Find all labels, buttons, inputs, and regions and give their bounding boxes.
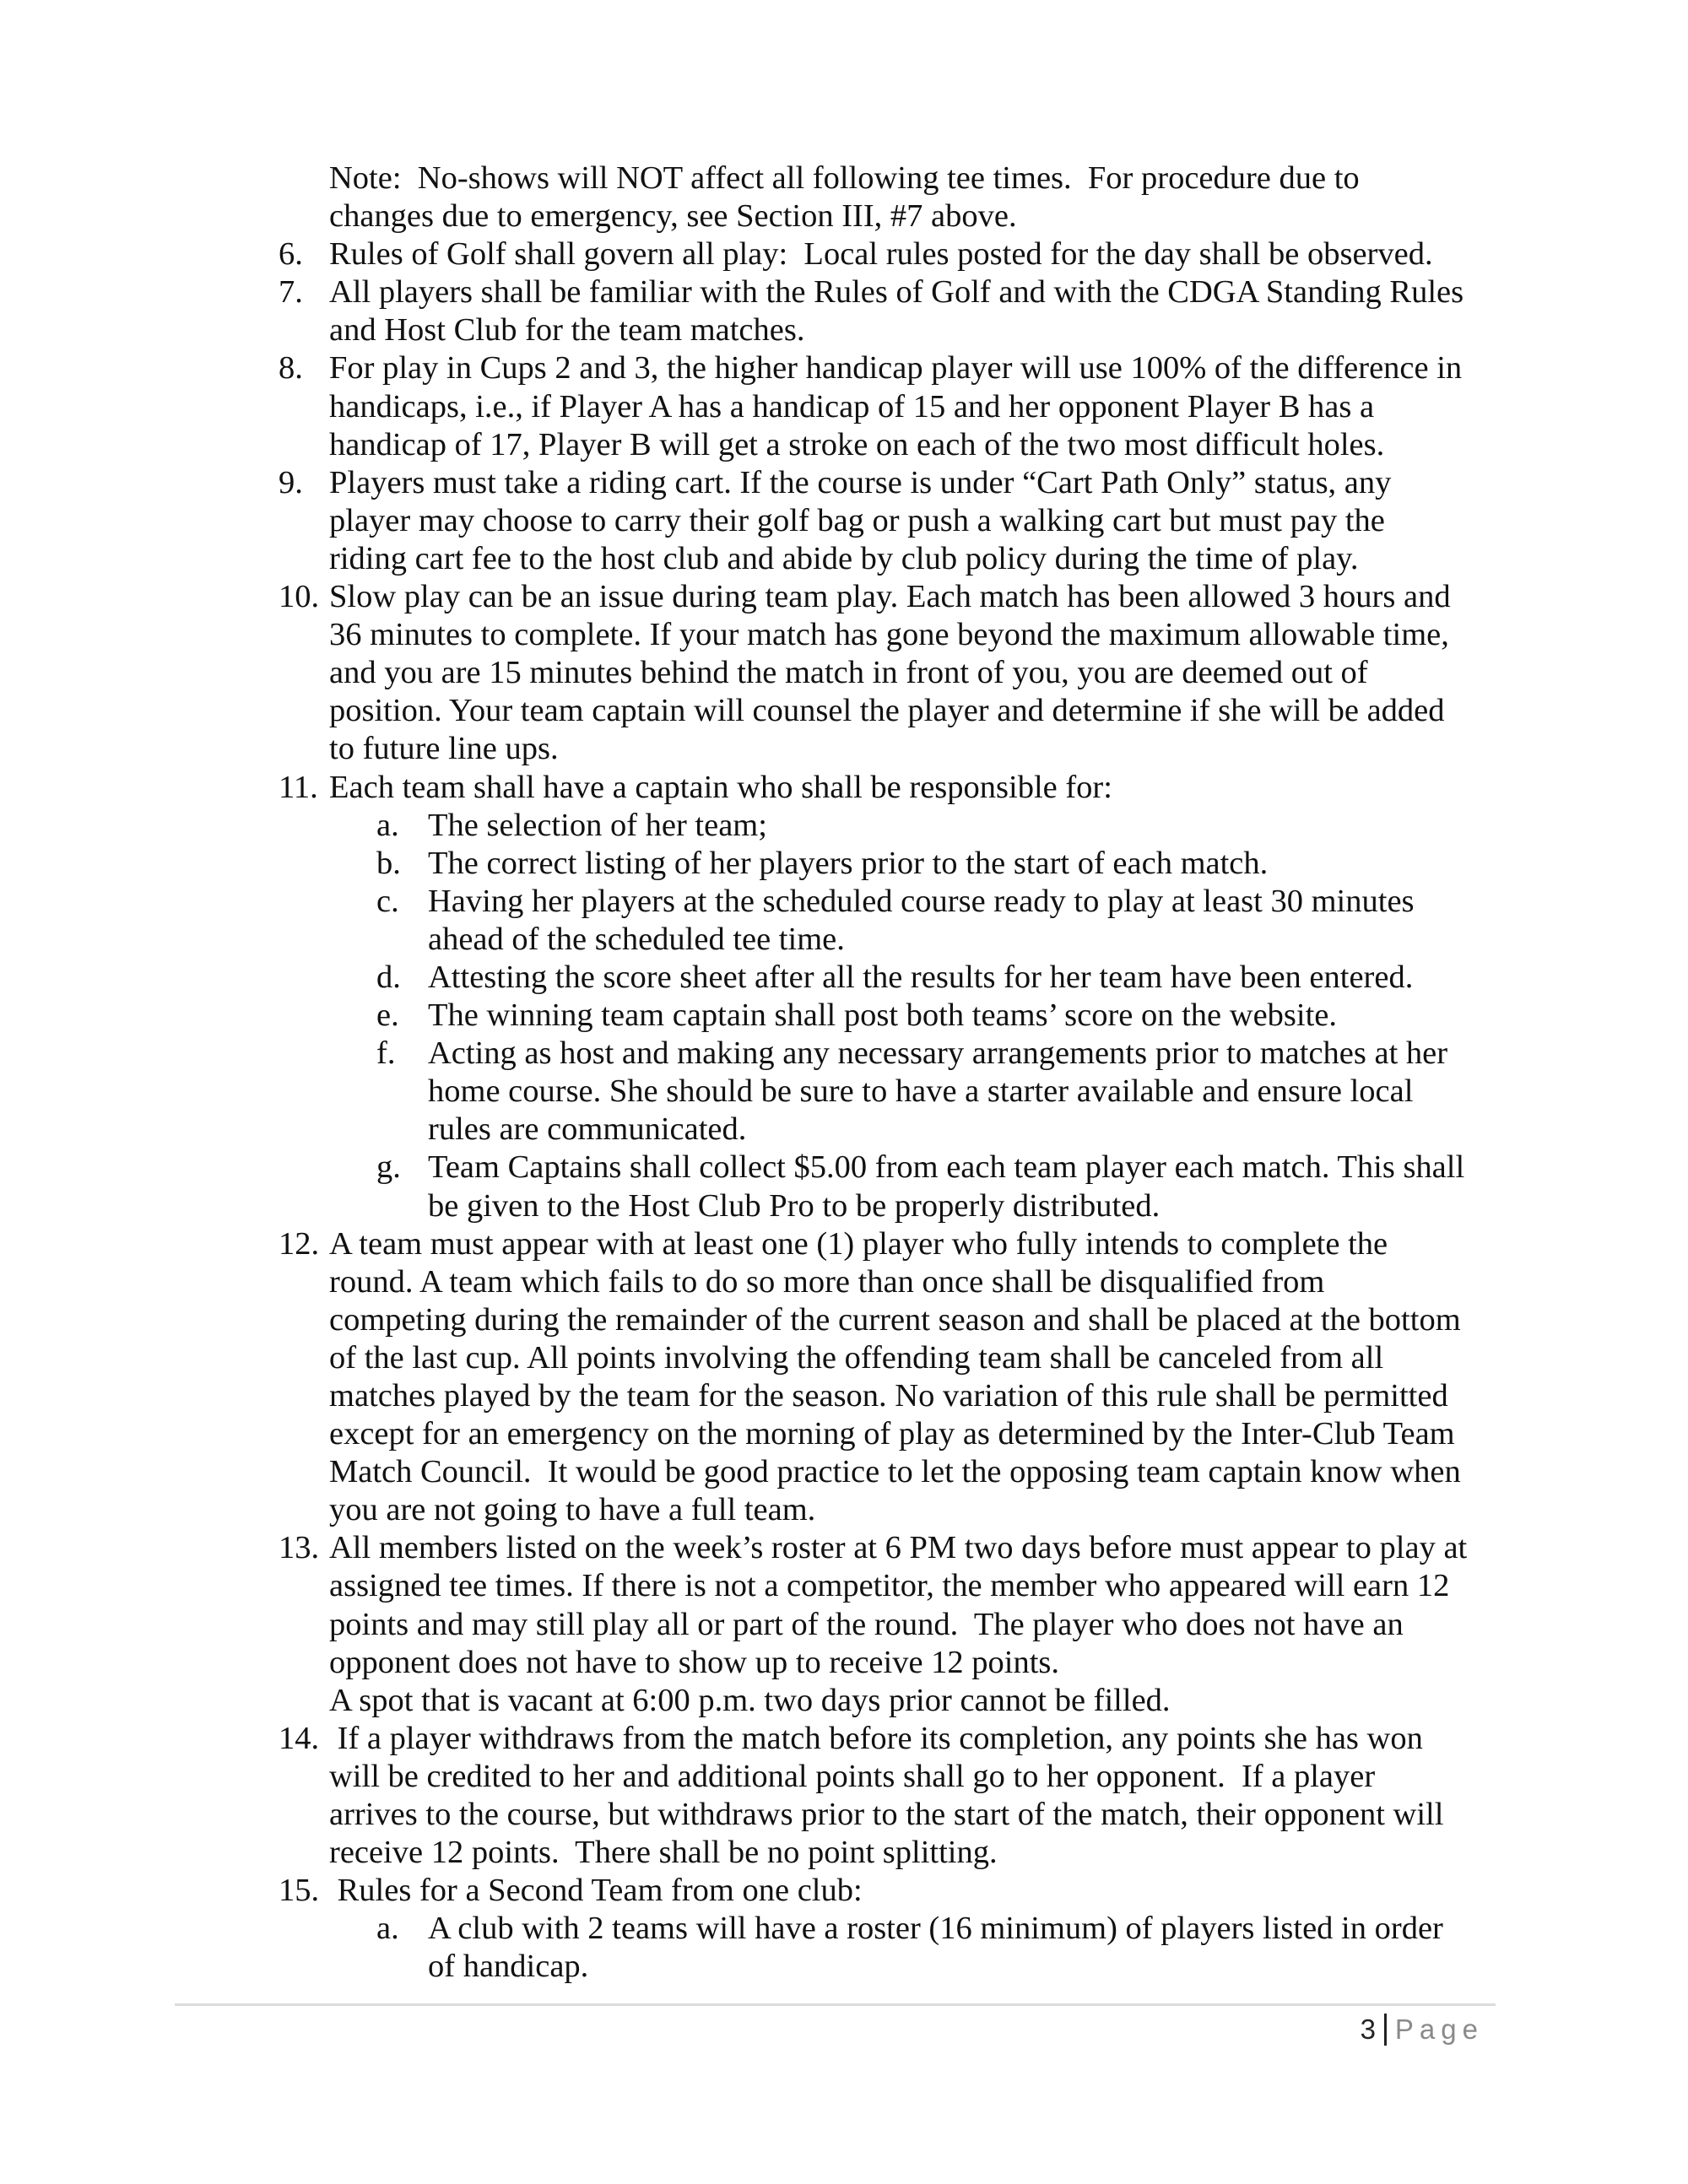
list-item-text: riding cart fee to the host club and abide by club policy during the time of play. bbox=[329, 540, 1359, 576]
note-text: changes due to emergency, see Section III, #7 above. bbox=[329, 198, 1017, 235]
sub-item-text: rules are communicated. bbox=[428, 1111, 747, 1148]
list-item-text: Match Council. It would be good practice to let the opposing team captain know when bbox=[329, 1454, 1461, 1490]
sub-item-letter: b. bbox=[376, 845, 401, 881]
text-line bbox=[0, 692, 1688, 730]
list-item-text: Each team shall have a captain who shall be responsible for: bbox=[329, 769, 1112, 805]
list-item-text: All members listed on the week’s roster at 6 PM two days before must appear to play at bbox=[329, 1530, 1468, 1566]
list-number: 10. bbox=[279, 579, 320, 615]
note-text: Note: No-shows will NOT affect all following tee times. For procedure due to bbox=[329, 160, 1360, 196]
text-line bbox=[0, 807, 1688, 845]
text-line bbox=[0, 1758, 1688, 1796]
footer-separator bbox=[1384, 2014, 1387, 2046]
sub-item-letter: c. bbox=[376, 883, 399, 919]
text-line bbox=[0, 1606, 1688, 1644]
list-item-text: you are not going to have a full team. bbox=[329, 1492, 816, 1528]
text-line bbox=[0, 349, 1688, 387]
text-line bbox=[0, 426, 1688, 464]
sub-item-letter: a. bbox=[376, 1911, 399, 1947]
list-item-text: player may choose to carry their golf bag or push a walking cart but must pay the bbox=[329, 502, 1385, 538]
text-line bbox=[0, 730, 1688, 768]
sub-item-text: be given to the Host Club Pro to be properly distributed. bbox=[428, 1187, 1160, 1224]
text-line bbox=[0, 921, 1688, 959]
list-number: 14. bbox=[279, 1720, 320, 1756]
list-number: 7. bbox=[279, 274, 303, 311]
text-line bbox=[0, 1263, 1688, 1301]
text-line bbox=[0, 578, 1688, 616]
list-item-text: position. Your team captain will counsel the player and determine if she will be added bbox=[329, 693, 1445, 729]
text-line bbox=[0, 1796, 1688, 1834]
list-item-text: will be credited to her and additional points shall go to her opponent. If a player bbox=[329, 1758, 1376, 1794]
list-item-text: Rules for a Second Team from one club: bbox=[329, 1873, 863, 1909]
footer-divider bbox=[175, 2003, 1496, 2006]
list-item-text: arrives to the course, but withdraws prior to the start of the match, their opponent will bbox=[329, 1797, 1444, 1833]
list-item-text: of the last cup. All points involving the offending team shall be canceled from all bbox=[329, 1339, 1384, 1376]
text-line bbox=[0, 159, 1688, 197]
text-line bbox=[0, 1567, 1688, 1605]
text-line bbox=[0, 1872, 1688, 1910]
sub-item-text: The selection of her team; bbox=[428, 807, 767, 843]
text-line bbox=[0, 502, 1688, 540]
list-number: 11. bbox=[279, 769, 318, 805]
list-number: 13. bbox=[279, 1530, 320, 1566]
sub-item-text: Team Captains shall collect $5.00 from each team player each match. This shall bbox=[428, 1149, 1465, 1186]
text-line bbox=[0, 235, 1688, 273]
text-line bbox=[0, 388, 1688, 426]
list-item-text: If a player withdraws from the match before its completion, any points she has won bbox=[329, 1720, 1423, 1756]
list-number: 15. bbox=[279, 1873, 320, 1909]
text-line bbox=[0, 1948, 1688, 1986]
list-item-text: 36 minutes to complete. If your match has gone beyond the maximum allowable time, bbox=[329, 617, 1449, 653]
list-item-text: matches played by the team for the season. No variation of this rule shall be permitted bbox=[329, 1378, 1448, 1414]
sub-item-text: The winning team captain shall post both teams’ score on the website. bbox=[428, 997, 1338, 1034]
list-item-text: receive 12 points. There shall be no point splitting. bbox=[329, 1835, 998, 1871]
list-item-text: Players must take a riding cart. If the course is under “Cart Path Only” status, any bbox=[329, 464, 1392, 500]
text-line bbox=[0, 845, 1688, 883]
list-item-text: and you are 15 minutes behind the match in front of you, you are deemed out of bbox=[329, 655, 1368, 691]
text-line bbox=[0, 1073, 1688, 1111]
text-line bbox=[0, 1339, 1688, 1377]
sub-item-letter: a. bbox=[376, 807, 399, 843]
text-line bbox=[0, 1529, 1688, 1567]
list-item-text: A team must appear with at least one (1) player who fully intends to complete the bbox=[329, 1225, 1388, 1262]
sub-item-text: ahead of the scheduled tee time. bbox=[428, 921, 845, 957]
sub-item-text: A club with 2 teams will have a roster (16 minimum) of players listed in order bbox=[428, 1911, 1443, 1947]
document-body bbox=[0, 159, 1688, 1987]
sub-item-text: The correct listing of her players prior to the start of each match. bbox=[428, 845, 1269, 881]
text-line bbox=[0, 883, 1688, 921]
list-item-text: Slow play can be an issue during team play. Each match has been allowed 3 hours and bbox=[329, 579, 1451, 615]
list-number: 9. bbox=[279, 464, 303, 500]
list-item-text: except for an emergency on the morning of play as determined by the Inter-Club Team bbox=[329, 1416, 1455, 1452]
text-line bbox=[0, 540, 1688, 578]
list-item-text: opponent does not have to show up to receive 12 points. bbox=[329, 1644, 1060, 1680]
text-line bbox=[0, 959, 1688, 997]
text-line bbox=[0, 1111, 1688, 1149]
sub-item-text: home course. She should be sure to have a starter available and ensure local bbox=[428, 1073, 1414, 1110]
sub-item-text: of handicap. bbox=[428, 1949, 589, 1985]
text-line bbox=[0, 997, 1688, 1035]
sub-item-text: Acting as host and making any necessary arrangements prior to matches at her bbox=[428, 1035, 1448, 1072]
list-item-text: A spot that is vacant at 6:00 p.m. two days prior cannot be filled. bbox=[329, 1682, 1171, 1718]
sub-item-letter: g. bbox=[376, 1149, 401, 1186]
list-item-text: Rules of Golf shall govern all play: Local rules posted for the day shall be observed. bbox=[329, 236, 1433, 273]
sub-item-text: Having her players at the scheduled course ready to play at least 30 minutes bbox=[428, 883, 1415, 919]
text-line bbox=[0, 1910, 1688, 1948]
page-footer bbox=[1361, 2010, 1484, 2049]
list-item-text: handicaps, i.e., if Player A has a handicap of 15 and her opponent Player B has a bbox=[329, 388, 1375, 424]
text-line bbox=[0, 1225, 1688, 1263]
text-line bbox=[0, 654, 1688, 692]
text-line bbox=[0, 1035, 1688, 1073]
text-line bbox=[0, 616, 1688, 654]
text-line bbox=[0, 1834, 1688, 1872]
list-item-text: points and may still play all or part of the round. The player who does not have an bbox=[329, 1606, 1404, 1642]
list-item-text: assigned tee times. If there is not a competitor, the member who appeared will earn 12 bbox=[329, 1568, 1450, 1604]
text-line bbox=[0, 1644, 1688, 1682]
list-item-text: competing during the remainder of the current season and shall be placed at the bottom bbox=[329, 1301, 1461, 1338]
text-line bbox=[0, 311, 1688, 349]
list-item-text: to future line ups. bbox=[329, 731, 559, 767]
list-item-text: All players shall be familiar with the Rules of Golf and with the CDGA Standing Rules bbox=[329, 274, 1464, 311]
text-line bbox=[0, 1377, 1688, 1415]
text-line bbox=[0, 273, 1688, 311]
text-line bbox=[0, 1149, 1688, 1187]
list-number: 12. bbox=[279, 1225, 320, 1262]
list-item-text: For play in Cups 2 and 3, the higher handicap player will use 100% of the difference in bbox=[329, 350, 1463, 387]
text-line bbox=[0, 1720, 1688, 1758]
sub-item-letter: e. bbox=[376, 997, 399, 1034]
text-line bbox=[0, 1301, 1688, 1339]
text-line bbox=[0, 769, 1688, 807]
sub-item-letter: d. bbox=[376, 959, 401, 995]
text-line bbox=[0, 464, 1688, 502]
text-line bbox=[0, 197, 1688, 235]
page-number: 3 bbox=[1360, 2014, 1376, 2045]
list-item-text: handicap of 17, Player B will get a stroke on each of the two most difficult holes. bbox=[329, 426, 1385, 462]
list-number: 8. bbox=[279, 350, 303, 387]
list-item-text: and Host Club for the team matches. bbox=[329, 312, 805, 349]
page-label: Page bbox=[1394, 2014, 1484, 2045]
list-item-text: round. A team which fails to do so more than once shall be disqualified from bbox=[329, 1263, 1325, 1300]
list-number: 6. bbox=[279, 236, 303, 273]
text-line bbox=[0, 1682, 1688, 1720]
text-line bbox=[0, 1491, 1688, 1529]
text-line bbox=[0, 1453, 1688, 1491]
text-line bbox=[0, 1187, 1688, 1225]
sub-item-letter: f. bbox=[376, 1035, 396, 1072]
sub-item-text: Attesting the score sheet after all the results for her team have been entered. bbox=[428, 959, 1414, 995]
text-line bbox=[0, 1415, 1688, 1453]
